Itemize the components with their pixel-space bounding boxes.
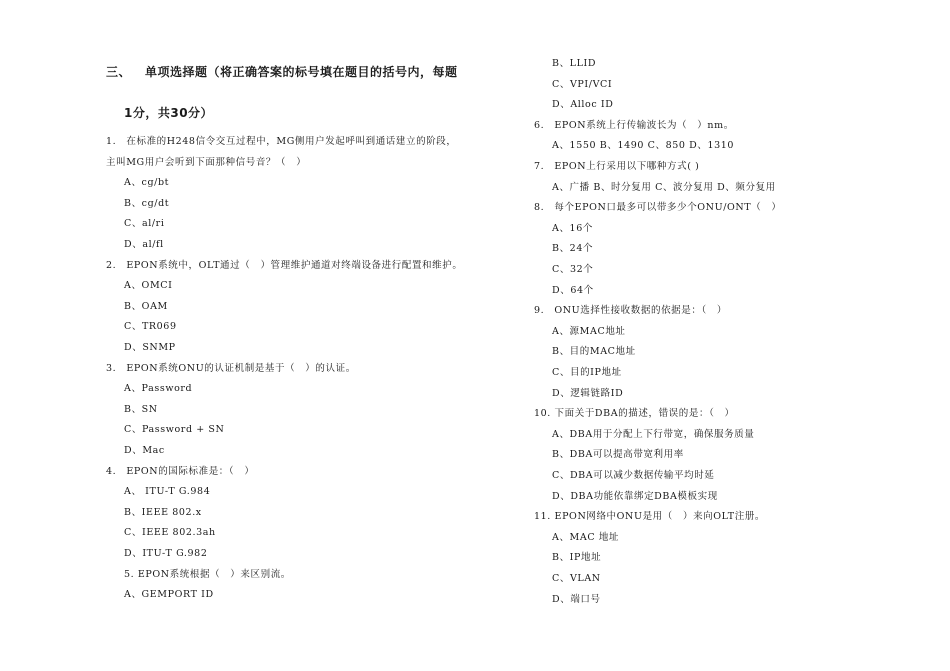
- question-text: 8. 每个EPON口最多可以带多少个ONU/ONT（ ）: [534, 202, 782, 214]
- answer-option: D、逻辑链路ID: [552, 387, 624, 399]
- answer-option: D、64个: [552, 284, 594, 296]
- answer-option: D、Mac: [124, 445, 165, 456]
- answer-option: C、TR069: [124, 321, 177, 333]
- question-text: 3. EPON系统ONU的认证机制是基于（ ）的认证。: [106, 362, 356, 374]
- answer-option: A、 ITU-T G.984: [124, 486, 211, 498]
- answer-option: A、16个: [552, 222, 593, 234]
- answer-option: D、端口号: [552, 593, 601, 605]
- answer-option: B、IEEE 802.x: [124, 506, 202, 518]
- answer-option: B、cg/dt: [124, 197, 170, 209]
- question-text: 6. EPON系统上行传输波长为（ ）nm。: [534, 119, 734, 131]
- answer-option: A、OMCI: [124, 280, 173, 292]
- answer-option: B、24个: [552, 243, 594, 255]
- answer-option: B、SN: [124, 403, 158, 415]
- question-text: 4. EPON的国际标准是：（ ）: [106, 465, 255, 477]
- answer-option: B、LLID: [552, 58, 597, 69]
- question-text: 7. EPON上行采用以下哪种方式( ): [534, 161, 700, 172]
- answer-option: A、MAC 地址: [552, 531, 620, 543]
- answer-option: C、VLAN: [552, 573, 601, 584]
- answer-option: C、IEEE 802.3ah: [124, 527, 216, 539]
- answer-option: D、al/fl: [124, 239, 164, 250]
- answer-option: C、Password + SN: [124, 424, 225, 436]
- answer-option: A、Password: [124, 383, 193, 395]
- answer-option: C、DBA可以减少数据传输平均时延: [552, 470, 715, 481]
- answer-option: D、ITU-T G.982: [124, 548, 208, 559]
- answer-option: C、目的IP地址: [552, 367, 622, 378]
- answer-option: C、al/ri: [124, 218, 165, 230]
- question-text: 11. EPON网络中ONU是用（ ）来向OLT注册。: [534, 511, 766, 523]
- section-number: 三、: [106, 65, 132, 79]
- answer-option: A、1550 B、1490 C、850 D、1310: [552, 140, 735, 152]
- section-title-line1: 单项选择题（将正确答案的标号填在题目的括号内，每题: [145, 65, 458, 79]
- answer-option: A、DBA用于分配上下行带宽，确保服务质量: [552, 428, 755, 440]
- question-text: 主叫MG用户会听到下面那种信号音？（ ）: [106, 156, 307, 168]
- answer-option: B、DBA可以提高带宽利用率: [552, 449, 684, 461]
- question-text: 1. 在标准的H248信令交互过程中，MG侧用户发起呼叫到通话建立的阶段，: [106, 136, 457, 147]
- question-text: 9. ONU选择性接收数据的依据是：（ ）: [534, 305, 728, 317]
- section-title-line2: 1分，共30分）: [124, 106, 214, 120]
- question-text: 2. EPON系统中，OLT通过（ ）管理维护通道对终端设备进行配置和维护。: [106, 259, 463, 271]
- question-text: 10. 下面关于DBA的描述，错误的是：（ ）: [534, 408, 735, 420]
- answer-option: A、cg/bt: [124, 177, 170, 189]
- answer-option: B、OAM: [124, 300, 168, 312]
- answer-option: B、IP地址: [552, 552, 602, 564]
- answer-option: A、源MAC地址: [552, 325, 626, 337]
- answer-option: A、GEMPORT ID: [124, 589, 214, 601]
- answer-option: A、广播 B、时分复用 C、波分复用 D、频分复用: [552, 181, 776, 193]
- answer-option: B、目的MAC地址: [552, 346, 636, 358]
- question-text: 5. EPON系统根据（ ）来区别流。: [124, 568, 291, 580]
- answer-option: D、DBA功能依靠绑定DBA模板实现: [552, 490, 718, 502]
- answer-option: D、Alloc ID: [552, 99, 614, 111]
- answer-option: C、VPI/VCI: [552, 78, 613, 90]
- answer-option: D、SNMP: [124, 342, 176, 353]
- answer-option: C、32个: [552, 264, 594, 275]
